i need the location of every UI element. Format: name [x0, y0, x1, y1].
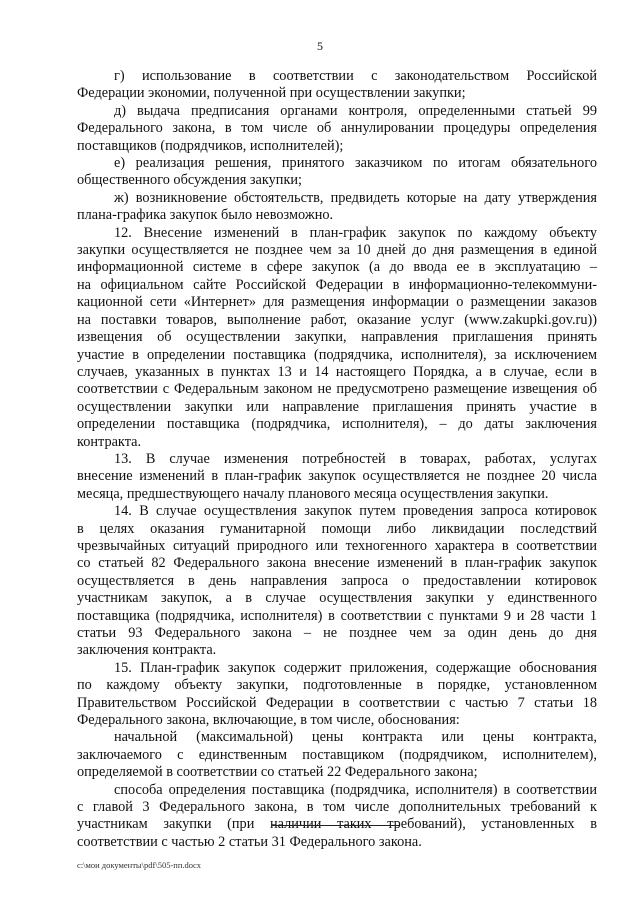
paragraph [77, 503, 597, 660]
text-line: чрезвычайных ситуаций природного или техногенного характера в соответствии [77, 537, 597, 554]
text-line: общественного обсуждения закупки; [77, 172, 303, 189]
page-number: 5 [317, 39, 323, 53]
text-line: осуществлении закупки или направление приглашения принять участие в [77, 398, 597, 415]
text-line: 12. Внесение изменений в план-график закупок по каждому объекту [114, 224, 597, 241]
text-line: кационной сети «Интернет» для размещения информации о размещении заказов [77, 294, 597, 311]
text-line: осуществляется в день направления запроса о предоставлении котировок [77, 572, 597, 589]
text-line: в целях оказания гуманитарной помощи либо ликвидации последствий [77, 520, 597, 537]
text-line: Федерального закона, включающие, в том числе, обоснования: [77, 712, 460, 729]
text-line: плана-графика закупок было невозможно. [77, 207, 334, 224]
text-line: 13. В случае изменения потребностей в товарах, работах, услугах [114, 450, 597, 467]
text-line: Федерального закона, в том числе об аннулировании процедуры определения [77, 120, 597, 137]
text-line: поставщиков (подрядчиков, исполнителей); [77, 137, 344, 154]
paragraph [77, 190, 597, 225]
text-line: начальной (максимальной) цены контракта или цены контракта, [114, 729, 597, 746]
text-line: Федерации экономии, полученной при осуществлении закупки; [77, 85, 466, 102]
text-line: г) использование в соответствии с законодательством Российской [114, 68, 597, 84]
paragraph [77, 155, 597, 190]
text-line: Правительством Российской Федерации в соответствии с частью 7 статьи 18 [77, 694, 597, 711]
text-line: участникам закупки (при наличии таких требований), установленных в [77, 816, 597, 833]
text-line: ж) возникновение обстоятельств, предвидеть которые на дату утверждения [114, 189, 597, 206]
text-line: е) реализация решения, принятого заказчиком по итогам обязательного [114, 155, 597, 172]
text-line: извещения об осуществлении закупки, направления приглашения принять [77, 329, 597, 346]
text-line: на поставки товаров, выполнение работ, оказание услуг (www.zakupki.gov.ru)) [77, 311, 597, 328]
paragraph [77, 451, 597, 503]
text-line: определяемой в соответствии со статьей 22 Федерального закона; [77, 764, 478, 781]
text-line: заключаемого с единственным поставщиком (подрядчиком, исполнителем), [77, 746, 597, 763]
text-line: соответствии с Федеральным законом не предусмотрено размещение извещения об [77, 381, 597, 398]
text-line: внесение изменений в план-график закупок осуществляется не позднее 20 числа [77, 468, 597, 485]
text-line: месяца, предшествующего началу планового месяца осуществления закупки. [77, 485, 549, 502]
paragraph [77, 729, 597, 781]
paragraph [77, 68, 597, 103]
text-line: со статьей 82 Федерального закона внесение изменений в план-график закупок [77, 555, 597, 572]
text-line: способа определения поставщика (подрядчика, исполнителя) в соответствии [114, 781, 597, 798]
text-line: участие в определении поставщика (подрядчика, исполнителя), за исключением [77, 346, 597, 363]
text-line: с главой 3 Федерального закона, в том числе дополнительных требований к [77, 799, 597, 816]
text-line: определении поставщика (подрядчика, исполнителя), – до даты заключения [77, 416, 597, 433]
text-line: 14. В случае осуществления закупок путем проведения запроса котировок [114, 503, 597, 520]
text-line: по каждому объекту закупки, подготовленные в порядке, установленном [77, 677, 597, 694]
text-line: контракта. [77, 433, 142, 450]
paragraph [77, 225, 597, 451]
paragraph [77, 103, 597, 155]
text-line: участникам закупок, а в случае осуществления закупки у единственного [77, 590, 597, 607]
text-line: поставщика (подрядчика, исполнителя) в соответствии с пунктами 9 и 28 части 1 [77, 607, 597, 624]
text-line: на официальном сайте Российской Федерации в информационно-телекоммуни- [77, 276, 597, 293]
document-body [77, 68, 597, 851]
paragraph [77, 782, 597, 852]
text-line: 15. План-график закупок содержит приложения, содержащие обоснования [114, 659, 597, 676]
text-line: случаев, указанных в пунктах 13 и 14 настоящего Порядка, а в случае, если в [77, 363, 597, 380]
paragraph [77, 660, 597, 730]
text-line: соответствии с частью 2 статьи 31 Федерального закона. [77, 833, 422, 850]
text-line: д) выдача предписания органами контроля, определенными статьей 99 [114, 102, 597, 119]
text-line: заключения контракта. [77, 642, 217, 659]
text-line: информационной системе в сфере закупок (а до ввода ее в эксплуатацию – [77, 259, 597, 276]
footer-separator-line [271, 825, 399, 826]
text-line: закупки осуществляется не позднее чем за 10 дней до дня размещения в единой [77, 242, 597, 259]
text-line: статьи 93 Федерального закона – не позднее чем за один день до дня [77, 625, 597, 641]
footer-file-path: с:\мои документы\pdf\505-пп.docx [77, 860, 202, 870]
